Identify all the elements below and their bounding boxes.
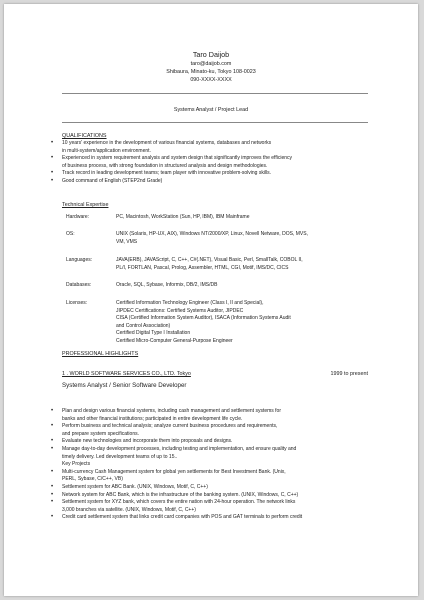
- list-item: • Multi-currency Cash Management system for global yen settlements for Best Investment Bank. (Unix, PERL, Sybase, C/C++, VB): [62, 469, 358, 484]
- list-item: • Track record in leading development teams; team player with innovative problem-solving skills.: [62, 170, 358, 178]
- list-item: • Plan and design various financial systems, including cash management and settlement systems for banks and other financial institutions; participated in entire development life cycle.: [62, 408, 358, 423]
- list-item: • Good command of English (STEP2nd Grade): [62, 178, 358, 186]
- job-header: [62, 371, 368, 377]
- professional-list: [62, 408, 358, 522]
- list-item: • Experienced in system requirement analysis and system design that significantly improves the efficiency of business process, with strong foundation in structured analysis and design methodologies.: [62, 155, 358, 170]
- objective-title: Systems Analyst / Project Lead: [173, 107, 249, 113]
- candidate-email: taro@daijob.com: [190, 61, 232, 67]
- candidate-name: Taro Daijob: [192, 50, 230, 59]
- key-projects-label: Key Projects: [62, 461, 91, 468]
- candidate-phone: 090-XXXX-XXXX: [190, 77, 232, 83]
- list-item: • Perform business and technical analysis; analyze current business procedures and requirements, and prepare system specifications.: [62, 423, 358, 438]
- job-dates: 1999 to present: [330, 371, 368, 377]
- professional-heading: PROFESSIONAL HIGHLIGHTS: [62, 351, 139, 357]
- list-item: • Network system for ABC Bank, which is the infrastructure of the banking system. (UNIX, Windows, C, C++): [62, 492, 358, 500]
- qualifications-heading: QUALIFICATIONS: [62, 133, 107, 139]
- divider-top: [62, 93, 368, 94]
- candidate-address: Shibaura, Minato-ku, Tokyo 108-0023: [166, 69, 256, 75]
- list-item: • Settlement system for XYZ bank, which covers the entire nation with 24-hour operation. The network links 3,000 branches via satellite. (UNIX, Windows, Motif, C, C++): [62, 499, 358, 514]
- technical-heading: Technical Expertise: [62, 202, 109, 208]
- list-item: • Settlement system for ABC Bank. (UNIX, Windows, Motif, C, C++): [62, 484, 358, 492]
- qualifications-list: [62, 140, 358, 186]
- list-item: • Manage day-to-day development processes, including testing and implementation, and ensure quality and timely delivery. Led development teams of up to 15..: [62, 446, 358, 461]
- list-item: • Evaluate new technologies and incorporate them into proposals and designs.: [62, 438, 358, 446]
- divider-bottom: [62, 122, 368, 123]
- list-item: • 10 years' experience in the development of various financial systems, databases and networks in multi-system/application environment.: [62, 140, 358, 155]
- list-item: • Credit card settlement system that links credit card companies with POS and GAT terminals to perform credit: [62, 514, 358, 522]
- company-name: 1 . WORLD SOFTWARE SERVICES CO., LTD. Tokyo: [62, 371, 191, 377]
- job-role: Systems Analyst / Senior Software Developer: [62, 382, 187, 389]
- resume-page: Taro Daijob taro@daijob.com Shibaura, Minato-ku, Tokyo 108-0023 090-XXXX-XXXX Systems Analyst / Project Lead QUALIFICATIONS • 10 years' experience in the development of various financial systems, databases and networks in multi-system/application environment. • Experienced in system requirement analysis and system design that significantly improves the efficiency of business process, with strong foundation in structured analysis and design methodologies. • Track record in leading development teams; team player with innovative problem-solving skills. • Good command of English (STEP2nd Grade) Technical Expertise Hardware: PC, Macintosh, WorkStation (Sun, HP, IBM), IBM Mainframe OS: UNIX (Solaris, HP-UX, AIX), Windows NT/2000/XP, Linux, Novell Netware, DOS, MVS, VM, VMS Languages: JAVA(ERB), JAVAScript, C, C++, C#(.NET), Visual Basic, Perl, SmallTalk, COBOL II, PL/I, FORTLAN, Pascal, Prolog, Assembler, HTML, CGI, Motif, IMS/DC, CICS Databases: Oracle, SQL, Sybase, Informix, DB/2, IMS/DB Licenses: Certified Information Technology Engineer (Class I, II and Special), JIPDEC Certifications: Certified Systems Auditor, JIPDEC CISA (Certified Information System Auditor), ISACA (Information Systems Audit and Control Association) Certified Digital Type I Installation Certified Micro-Computer General-Purpose Engineer PROFESSIONAL HIGHLIGHTS 1 . WORLD SOFTWARE SERVICES CO., LTD. Tokyo 1999 to present Systems Analyst / Senior Software Developer • Plan and design various financial systems, including cash management and settlement systems for banks and other financial institutions; participated in entire development life cycle. • Perform business and technical analysis; analyze current business procedures and requirements, and prepare system specifications. • Evaluate new technologies and incorporate them into proposals and designs. • Manage day-to-day development processes, including testing and implementation, and ensure quality and timely delivery. Led development teams of up to 15.. Key Projects • Multi-currency Cash Management system for global yen settlements for Best Investment Bank. (Unix, PERL, Sybase, C/C++, VB) • Settlement system for ABC Bank. (UNIX, Windows, Motif, C, C++) • Network system for ABC Bank, which is the infrastructure of the banking system. (UNIX, Windows, C, C++) • Settlement system for XYZ bank, which covers the entire nation with 24-hour operation. The network links 3,000 branches via satellite. (UNIX, Windows, Motif, C, C++) • Credit card settlement system that links credit card companies with POS and GAT terminals to perform credit: [4, 4, 418, 596]
